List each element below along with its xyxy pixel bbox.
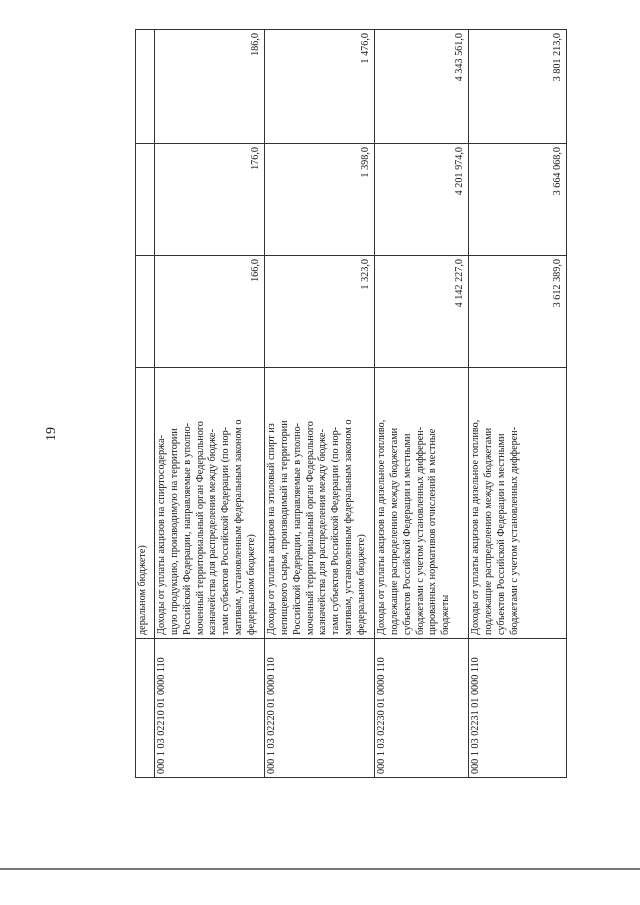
description-line: Доходы от уплаты акцизов на дизельное топливо, [376,419,387,635]
description-line: щую продукцию, производимую на территории [168,428,180,635]
table-row [155,30,265,778]
table-row [375,30,469,778]
description-line: Российской Федерации, направляемые в уполно- [291,422,303,635]
description-line: Доходы от уплаты акцизов на спиртосодержа- [156,435,167,635]
scan-edge-line [0,868,640,870]
description-line: тами субъектов Российской Федерации (по нор- [330,426,342,635]
amount-cell-2: 176,0 [155,144,265,256]
description-line: Российской Федерации, направляемые в уполно- [181,422,193,635]
description-line: бюджетами с учетом установленных дифферен- [414,426,426,635]
amount-cell-3: 3 801 213,0 [469,30,567,144]
amount-cell-1 [136,256,155,368]
description-cell [155,368,265,639]
amount-cell-1: 166,0 [155,256,265,368]
amount-cell-1: 1 323,0 [265,256,375,368]
table-row [265,30,375,778]
amount-cell-2: 3 664 068,0 [469,144,567,256]
description-line: мативам, установленным федеральным законом о [233,419,245,635]
description-line: бюджеты [440,594,452,635]
budget-code-cell: 000 1 03 02230 01 0000 110 [375,639,469,778]
description-line: Доходы от уплаты акцизов на дизельное топливо, [470,419,481,635]
amount-cell-2: 4 201 974,0 [375,144,469,256]
rotated-table-container [135,33,565,778]
amount-cell-3 [136,30,155,144]
budget-code-cell: 000 1 03 02220 01 0000 110 [265,639,375,778]
amount-cell-2: 1 398,0 [265,144,375,256]
amount-cell-3: 4 343 561,0 [375,30,469,144]
description-cell [375,368,469,639]
description-line: деральном бюджете) [137,545,148,635]
description-line: моченный территориальный орган Федерального [304,421,316,635]
table-row [469,30,567,778]
budget-code-cell: 000 1 03 02231 01 0000 110 [469,639,567,778]
description-line: подлежащие распределению между бюджетами [388,427,400,635]
budget-revenue-table [135,29,567,778]
description-line: непищевого сырья, производимый на территории [278,420,290,635]
description-cell [469,368,567,639]
amount-cell-1: 4 142 227,0 [375,256,469,368]
description-line: субъектов Российской Федерации и местными [495,433,507,635]
amount-cell-3: 1 476,0 [265,30,375,144]
budget-code-cell: 000 1 03 02210 01 0000 110 [155,639,265,778]
description-line: казначейства для распределения между бюдже- [317,429,329,635]
table-row [136,30,155,778]
description-line: подлежащие распределению между бюджетами [482,427,494,635]
description-cell [265,368,375,639]
description-line: федеральном бюджете) [355,534,367,635]
page-number: 19 [44,427,59,441]
description-line: мативам, установленным федеральным законом о [343,419,355,635]
amount-cell-1: 3 612 389,0 [469,256,567,368]
description-line: Доходы от уплаты акцизов на этиловый спирт из [266,423,277,635]
budget-code-cell [136,639,155,778]
amount-cell-3: 186,0 [155,30,265,144]
description-cell [136,368,155,639]
description-line: тами субъектов Российской Федерации (по нор- [220,426,232,635]
description-line: цированных нормативов отчислений в местные [427,428,439,635]
description-line: субъектов Российской Федерации и местными [401,433,413,635]
description-line: моченный территориальный орган Федерального [194,421,206,635]
description-line: казначейства для распределения между бюдже- [207,429,219,635]
description-line: федеральном бюджете) [245,534,257,635]
description-line: бюджетами с учетом установленных дифферен- [508,426,520,635]
amount-cell-2 [136,144,155,256]
